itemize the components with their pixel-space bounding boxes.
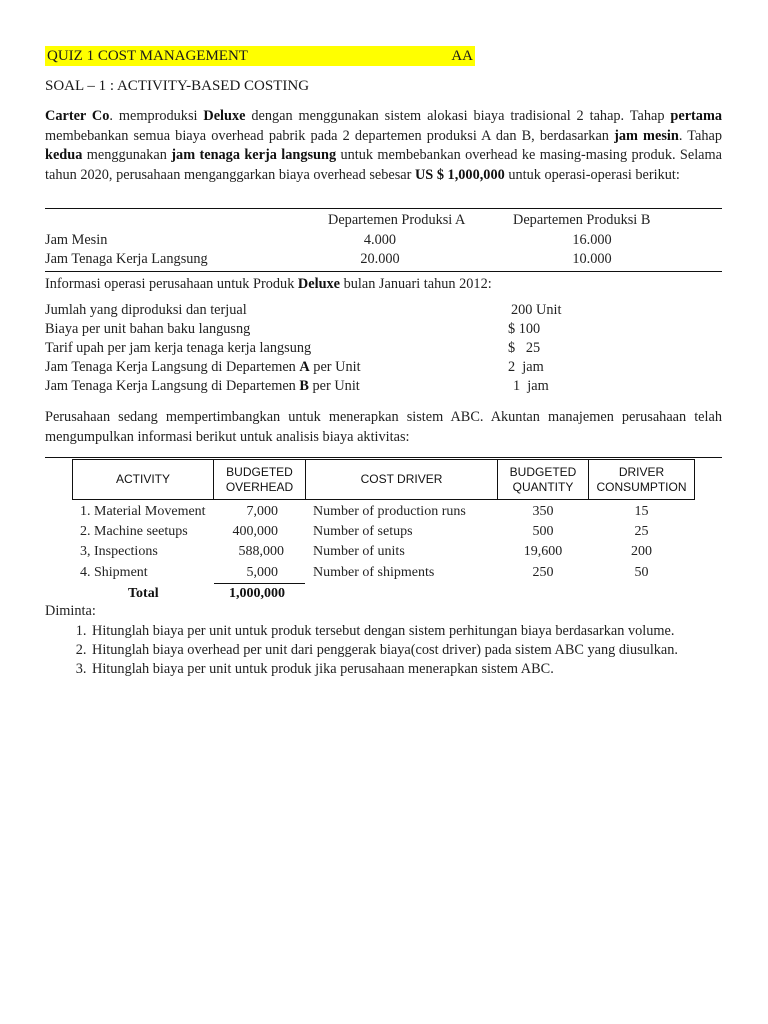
abc-activity: 1. Material Movement — [80, 504, 206, 519]
info-value: 1 jam — [513, 378, 549, 394]
info-value: 2 jam — [508, 359, 544, 375]
abc-header-activity: ACTIVITY — [72, 459, 214, 500]
abc-intro-paragraph: Perusahaan sedang mempertimbangkan untuk menerapkan sistem ABC. Akuntan manajemen perusahaan telah mengumpulkan informasi berikut untuk analisis biaya aktivitas: — [45, 409, 722, 445]
dept-row-label: Jam Tenaga Kerja Langsung — [45, 251, 208, 267]
dept-b-header: Departemen Produksi B — [513, 212, 651, 228]
abc-header-consumption: DRIVER CONSUMPTION — [588, 459, 695, 500]
quiz-title-bar — [45, 46, 475, 66]
abc-driver: Number of units — [313, 544, 405, 559]
abc-overhead: 400,000 — [232, 524, 278, 539]
table-top-rule — [45, 208, 722, 209]
quiz-title: QUIZ 1 COST MANAGEMENT — [47, 48, 248, 64]
abc-total-value: 1,000,000 — [229, 586, 285, 601]
dept-a-header: Departemen Produksi A — [328, 212, 466, 228]
abc-quantity: 350 — [532, 504, 554, 519]
info-value: $ 100 — [508, 321, 541, 337]
intro-paragraph: Carter Co. memproduksi Deluxe dengan menggunakan sistem alokasi biaya tradisional 2 tahap. Tahap pertama membebankan semua biaya overhead pabrik pada 2 departemen produksi A dan B, berdasarkan jam mesin. Tahap kedua menggunakan jam tenaga kerja langsung untuk membebankan overhead ke masing-masing produk. Selama tahun 2020, perusahaan menganggarkan biaya overhead sebesar US $ 1,000,000 untuk operasi-operasi berikut: — [45, 108, 723, 183]
soal-heading: SOAL – 1 : ACTIVITY-BASED COSTING — [45, 78, 310, 94]
info-label: Biaya per unit bahan baku langusng — [45, 321, 251, 337]
abc-overhead: 5,000 — [246, 565, 278, 580]
total-rule — [214, 583, 305, 584]
abc-header-overhead: BUDGETED OVERHEAD — [213, 459, 306, 500]
info-value: $ 25 — [508, 340, 541, 356]
abc-consumption: 50 — [634, 565, 649, 580]
abc-header-quantity: BUDGETED QUANTITY — [497, 459, 589, 500]
info-label: Jam Tenaga Kerja Langsung di Departemen B per Unit — [45, 378, 360, 394]
info-value: 200 Unit — [511, 302, 562, 318]
quiz-code: AA — [451, 48, 473, 64]
requirement-item: 2. Hitunglah biaya overhead per unit dari penggerak biaya(cost driver) pada sistem ABC yang diusulkan. — [90, 641, 760, 660]
abc-overhead: 7,000 — [246, 504, 278, 519]
abc-overhead: 588,000 — [238, 544, 284, 559]
dept-row-b: 10.000 — [572, 251, 612, 267]
info-label: Jumlah yang diproduksi dan terjual — [45, 302, 247, 318]
abc-consumption: 25 — [634, 524, 649, 539]
dept-row-a: 4.000 — [363, 232, 397, 248]
abc-header-driver: COST DRIVER — [305, 459, 498, 500]
table-bottom-rule — [45, 271, 722, 272]
diminta-heading: Diminta: — [45, 603, 96, 619]
abc-driver: Number of production runs — [313, 504, 466, 519]
info-label: Jam Tenaga Kerja Langsung di Departemen A per Unit — [45, 359, 361, 375]
dept-row-label: Jam Mesin — [45, 232, 108, 248]
abc-total-label: Total — [128, 586, 159, 601]
info-label: Tarif upah per jam kerja tenaga kerja langsung — [45, 340, 312, 356]
requirement-item: 3. Hitunglah biaya per unit untuk produk jika perusahaan menerapkan sistem ABC. — [90, 660, 760, 679]
abc-driver: Number of setups — [313, 524, 413, 539]
abc-activity: 3, Inspections — [80, 544, 158, 559]
abc-driver: Number of shipments — [313, 565, 435, 580]
abc-quantity: 19,600 — [523, 544, 563, 559]
dept-row-a: 20.000 — [360, 251, 400, 267]
abc-quantity: 500 — [532, 524, 554, 539]
dept-row-b: 16.000 — [572, 232, 612, 248]
abc-top-rule — [45, 457, 722, 458]
abc-activity: 4. Shipment — [80, 565, 148, 580]
abc-activity: 2. Machine seetups — [80, 524, 188, 539]
abc-consumption: 200 — [631, 544, 652, 559]
info-heading: Informasi operasi perusahaan untuk Produk Deluxe bulan Januari tahun 2012: — [45, 276, 492, 292]
abc-quantity: 250 — [532, 565, 554, 580]
abc-consumption: 15 — [634, 504, 649, 519]
requirements-list — [45, 622, 760, 679]
requirement-item: 1. Hitunglah biaya per unit untuk produk tersebut dengan sistem perhitungan biaya berdasarkan volume. — [90, 622, 760, 641]
